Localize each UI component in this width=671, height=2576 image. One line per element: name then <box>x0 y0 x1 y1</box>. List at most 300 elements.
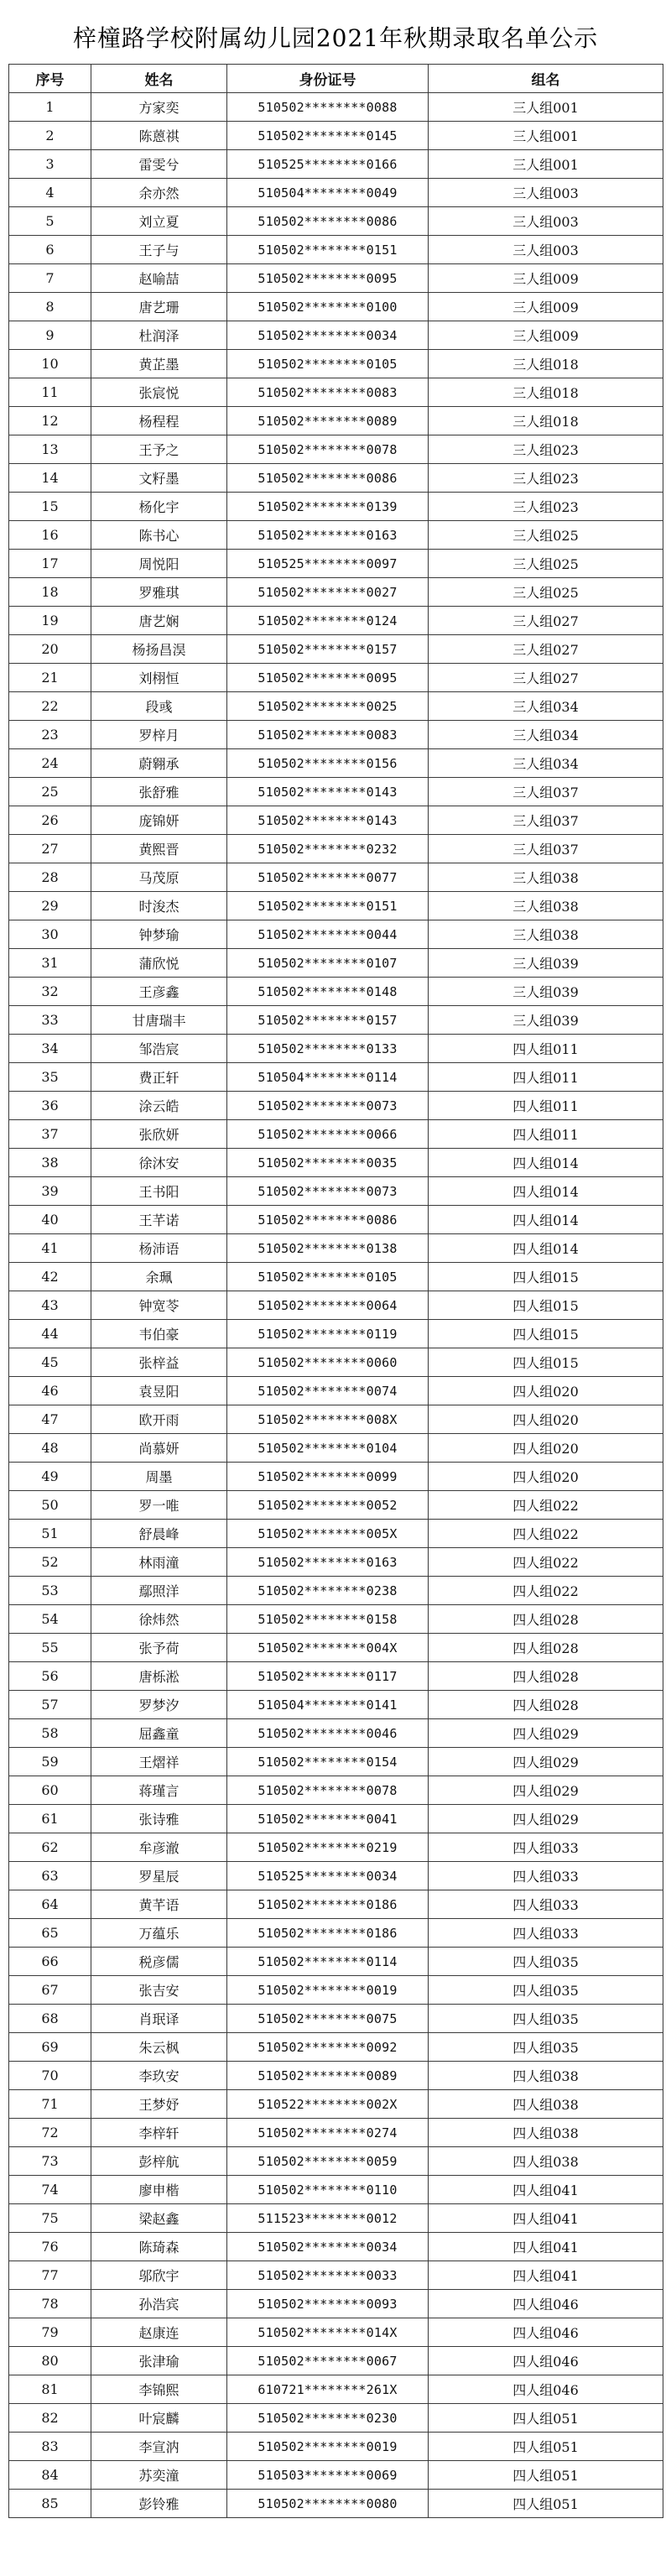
cell-id-number: 610721********261X <box>227 2375 429 2404</box>
cell-group-name: 四人组038 <box>429 2119 663 2147</box>
cell-student-name: 蒋瑾言 <box>91 1776 227 1805</box>
cell-id-number: 510502********0100 <box>227 293 429 321</box>
cell-id-number: 510502********0095 <box>227 264 429 293</box>
table-row <box>9 1976 663 2005</box>
table-row <box>9 1092 663 1120</box>
table-row <box>9 1149 663 1177</box>
cell-id-number: 510504********0141 <box>227 1691 429 1719</box>
table-row <box>9 93 663 122</box>
cell-serial-number: 61 <box>9 1805 91 1833</box>
cell-id-number: 510502********0163 <box>227 1548 429 1577</box>
table-row <box>9 1320 663 1348</box>
cell-id-number: 510502********0154 <box>227 1748 429 1776</box>
cell-id-number: 510502********0086 <box>227 207 429 236</box>
cell-student-name: 张津瑜 <box>91 2347 227 2375</box>
cell-student-name: 朱云枫 <box>91 2033 227 2062</box>
cell-group-name: 四人组046 <box>429 2318 663 2347</box>
cell-serial-number: 13 <box>9 435 91 464</box>
cell-serial-number: 15 <box>9 493 91 521</box>
cell-serial-number: 83 <box>9 2433 91 2461</box>
cell-id-number: 510502********0033 <box>227 2261 429 2290</box>
cell-student-name: 余亦然 <box>91 179 227 207</box>
cell-student-name: 唐栎淞 <box>91 1662 227 1691</box>
cell-id-number: 510502********004X <box>227 1634 429 1662</box>
cell-group-name: 四人组046 <box>429 2290 663 2318</box>
cell-serial-number: 40 <box>9 1206 91 1234</box>
header-serial-number: 序号 <box>9 65 91 93</box>
cell-group-name: 四人组022 <box>429 1548 663 1577</box>
table-row <box>9 664 663 692</box>
cell-group-name: 四人组014 <box>429 1149 663 1177</box>
cell-serial-number: 75 <box>9 2204 91 2233</box>
cell-student-name: 钟宽苓 <box>91 1291 227 1320</box>
cell-serial-number: 67 <box>9 1976 91 2005</box>
cell-group-name: 四人组041 <box>429 2261 663 2290</box>
table-row <box>9 2490 663 2518</box>
cell-student-name: 赵喻喆 <box>91 264 227 293</box>
cell-serial-number: 76 <box>9 2233 91 2261</box>
cell-id-number: 510502********0074 <box>227 1377 429 1405</box>
cell-group-name: 四人组038 <box>429 2090 663 2119</box>
cell-id-number: 510502********0034 <box>227 2233 429 2261</box>
cell-student-name: 杜润泽 <box>91 321 227 350</box>
cell-serial-number: 49 <box>9 1463 91 1491</box>
cell-id-number: 510502********0133 <box>227 1035 429 1063</box>
cell-group-name: 三人组025 <box>429 578 663 607</box>
cell-id-number: 510502********0089 <box>227 2062 429 2090</box>
table-row <box>9 1291 663 1320</box>
cell-student-name: 唐艺珊 <box>91 293 227 321</box>
cell-id-number: 510502********0025 <box>227 692 429 721</box>
cell-student-name: 袁昱阳 <box>91 1377 227 1405</box>
cell-student-name: 费正轩 <box>91 1063 227 1092</box>
cell-id-number: 510502********0151 <box>227 236 429 264</box>
cell-serial-number: 6 <box>9 236 91 264</box>
cell-id-number: 510502********0052 <box>227 1491 429 1520</box>
cell-serial-number: 43 <box>9 1291 91 1320</box>
cell-serial-number: 73 <box>9 2147 91 2176</box>
cell-serial-number: 52 <box>9 1548 91 1577</box>
cell-id-number: 510502********0044 <box>227 920 429 949</box>
cell-group-name: 三人组027 <box>429 664 663 692</box>
header-id-number: 身份证号 <box>227 65 429 93</box>
table-row <box>9 2347 663 2375</box>
cell-serial-number: 2 <box>9 122 91 150</box>
table-row <box>9 1405 663 1434</box>
cell-id-number: 510502********0117 <box>227 1662 429 1691</box>
cell-group-name: 三人组025 <box>429 550 663 578</box>
cell-student-name: 李宣汭 <box>91 2433 227 2461</box>
cell-id-number: 510502********0078 <box>227 435 429 464</box>
table-row <box>9 1662 663 1691</box>
admission-table <box>8 64 663 2518</box>
table-row <box>9 2404 663 2433</box>
cell-student-name: 张梓益 <box>91 1348 227 1377</box>
table-row <box>9 179 663 207</box>
table-row <box>9 635 663 664</box>
cell-serial-number: 34 <box>9 1035 91 1063</box>
cell-group-name: 四人组029 <box>429 1776 663 1805</box>
table-row <box>9 1377 663 1405</box>
cell-serial-number: 50 <box>9 1491 91 1520</box>
cell-group-name: 四人组033 <box>429 1833 663 1862</box>
cell-id-number: 510502********0060 <box>227 1348 429 1377</box>
table-row <box>9 2005 663 2033</box>
cell-group-name: 四人组022 <box>429 1491 663 1520</box>
cell-group-name: 四人组033 <box>429 1862 663 1890</box>
cell-group-name: 四人组014 <box>429 1206 663 1234</box>
cell-id-number: 510502********0230 <box>227 2404 429 2433</box>
table-row <box>9 207 663 236</box>
cell-serial-number: 80 <box>9 2347 91 2375</box>
table-row <box>9 806 663 835</box>
table-row <box>9 1548 663 1577</box>
cell-student-name: 张宸悦 <box>91 378 227 407</box>
cell-serial-number: 20 <box>9 635 91 664</box>
cell-group-name: 三人组039 <box>429 949 663 978</box>
table-row <box>9 2318 663 2347</box>
table-row <box>9 578 663 607</box>
cell-id-number: 510502********0158 <box>227 1605 429 1634</box>
cell-group-name: 三人组003 <box>429 236 663 264</box>
table-row <box>9 2433 663 2461</box>
table-row <box>9 1919 663 1948</box>
cell-group-name: 三人组037 <box>429 778 663 806</box>
cell-group-name: 四人组051 <box>429 2404 663 2433</box>
cell-serial-number: 30 <box>9 920 91 949</box>
cell-group-name: 三人组018 <box>429 378 663 407</box>
table-row <box>9 978 663 1006</box>
cell-id-number: 510502********0110 <box>227 2176 429 2204</box>
table-row <box>9 407 663 435</box>
cell-group-name: 四人组051 <box>429 2461 663 2490</box>
cell-serial-number: 64 <box>9 1890 91 1919</box>
cell-id-number: 510502********0073 <box>227 1092 429 1120</box>
cell-id-number: 510504********0114 <box>227 1063 429 1092</box>
cell-id-number: 510502********0105 <box>227 1263 429 1291</box>
cell-id-number: 510502********0148 <box>227 978 429 1006</box>
cell-group-name: 四人组011 <box>429 1120 663 1149</box>
cell-serial-number: 4 <box>9 179 91 207</box>
cell-student-name: 时浚杰 <box>91 892 227 920</box>
cell-student-name: 罗一唯 <box>91 1491 227 1520</box>
cell-student-name: 罗梓月 <box>91 721 227 749</box>
cell-serial-number: 42 <box>9 1263 91 1291</box>
table-row <box>9 1776 663 1805</box>
cell-group-name: 三人组038 <box>429 892 663 920</box>
cell-group-name: 三人组003 <box>429 207 663 236</box>
table-row <box>9 1177 663 1206</box>
cell-student-name: 彭梓航 <box>91 2147 227 2176</box>
table-row <box>9 2290 663 2318</box>
cell-student-name: 甘唐瑞丰 <box>91 1006 227 1035</box>
cell-group-name: 四人组028 <box>429 1634 663 1662</box>
cell-serial-number: 17 <box>9 550 91 578</box>
cell-group-name: 三人组034 <box>429 749 663 778</box>
table-row <box>9 1862 663 1890</box>
table-row <box>9 378 663 407</box>
cell-serial-number: 54 <box>9 1605 91 1634</box>
cell-student-name: 罗星辰 <box>91 1862 227 1890</box>
header-group-name: 组名 <box>429 65 663 93</box>
cell-id-number: 510502********0027 <box>227 578 429 607</box>
table-header-row <box>9 65 663 93</box>
cell-group-name: 四人组014 <box>429 1234 663 1263</box>
cell-group-name: 四人组041 <box>429 2204 663 2233</box>
cell-group-name: 四人组038 <box>429 2147 663 2176</box>
cell-serial-number: 62 <box>9 1833 91 1862</box>
cell-student-name: 欧开雨 <box>91 1405 227 1434</box>
table-row <box>9 321 663 350</box>
cell-student-name: 陈书心 <box>91 521 227 550</box>
cell-student-name: 杨程程 <box>91 407 227 435</box>
cell-id-number: 510502********0083 <box>227 721 429 749</box>
cell-group-name: 三人组001 <box>429 150 663 179</box>
cell-serial-number: 47 <box>9 1405 91 1434</box>
cell-group-name: 四人组015 <box>429 1348 663 1377</box>
cell-student-name: 刘栩恒 <box>91 664 227 692</box>
cell-id-number: 510502********0119 <box>227 1320 429 1348</box>
cell-id-number: 510502********0080 <box>227 2490 429 2518</box>
cell-serial-number: 44 <box>9 1320 91 1348</box>
table-row <box>9 949 663 978</box>
table-row <box>9 1634 663 1662</box>
cell-id-number: 510502********0219 <box>227 1833 429 1862</box>
table-row <box>9 493 663 521</box>
page-title: 梓橦路学校附属幼儿园2021年秋期录取名单公示 <box>72 24 599 52</box>
cell-id-number: 510502********0066 <box>227 1120 429 1149</box>
table-row <box>9 2261 663 2290</box>
table-row <box>9 2461 663 2490</box>
cell-student-name: 王芊诺 <box>91 1206 227 1234</box>
table-body <box>9 93 663 2518</box>
cell-id-number: 510504********0049 <box>227 179 429 207</box>
cell-serial-number: 57 <box>9 1691 91 1719</box>
cell-student-name: 张予荷 <box>91 1634 227 1662</box>
cell-id-number: 510503********0069 <box>227 2461 429 2490</box>
cell-id-number: 510502********0105 <box>227 350 429 378</box>
cell-group-name: 四人组020 <box>429 1377 663 1405</box>
cell-id-number: 510502********0034 <box>227 321 429 350</box>
cell-serial-number: 59 <box>9 1748 91 1776</box>
table-row <box>9 1833 663 1862</box>
cell-serial-number: 8 <box>9 293 91 321</box>
cell-group-name: 四人组022 <box>429 1520 663 1548</box>
cell-student-name: 李玖安 <box>91 2062 227 2090</box>
cell-student-name: 陈蒽祺 <box>91 122 227 150</box>
table-row <box>9 350 663 378</box>
cell-id-number: 510522********002X <box>227 2090 429 2119</box>
cell-group-name: 三人组034 <box>429 721 663 749</box>
cell-student-name: 韦伯豪 <box>91 1320 227 1348</box>
table-row <box>9 2147 663 2176</box>
cell-group-name: 四人组035 <box>429 1976 663 2005</box>
cell-id-number: 510502********0088 <box>227 93 429 122</box>
cell-serial-number: 14 <box>9 464 91 493</box>
cell-id-number: 510502********0035 <box>227 1149 429 1177</box>
cell-id-number: 510502********0232 <box>227 835 429 863</box>
cell-serial-number: 46 <box>9 1377 91 1405</box>
cell-student-name: 黄芊语 <box>91 1890 227 1919</box>
cell-student-name: 马茂原 <box>91 863 227 892</box>
table-row <box>9 1063 663 1092</box>
cell-group-name: 四人组035 <box>429 2033 663 2062</box>
cell-group-name: 三人组018 <box>429 407 663 435</box>
table-row <box>9 721 663 749</box>
cell-student-name: 周悦阳 <box>91 550 227 578</box>
table-row <box>9 1719 663 1748</box>
cell-id-number: 510502********0163 <box>227 521 429 550</box>
cell-serial-number: 35 <box>9 1063 91 1092</box>
cell-group-name: 三人组001 <box>429 93 663 122</box>
cell-group-name: 四人组051 <box>429 2490 663 2518</box>
cell-student-name: 肖珉译 <box>91 2005 227 2033</box>
cell-student-name: 黄熙晋 <box>91 835 227 863</box>
cell-id-number: 510502********0083 <box>227 378 429 407</box>
cell-group-name: 四人组020 <box>429 1434 663 1463</box>
cell-id-number: 510502********0093 <box>227 2290 429 2318</box>
cell-student-name: 陈琦森 <box>91 2233 227 2261</box>
cell-group-name: 四人组035 <box>429 1948 663 1976</box>
cell-student-name: 屈鑫童 <box>91 1719 227 1748</box>
table-row <box>9 1577 663 1605</box>
cell-group-name: 三人组003 <box>429 179 663 207</box>
cell-group-name: 三人组039 <box>429 978 663 1006</box>
cell-group-name: 四人组011 <box>429 1092 663 1120</box>
cell-student-name: 王子与 <box>91 236 227 264</box>
cell-student-name: 蔚翱承 <box>91 749 227 778</box>
cell-student-name: 刘立夏 <box>91 207 227 236</box>
cell-serial-number: 84 <box>9 2461 91 2490</box>
cell-id-number: 510502********0143 <box>227 806 429 835</box>
cell-serial-number: 19 <box>9 607 91 635</box>
table-row <box>9 435 663 464</box>
table-row <box>9 2204 663 2233</box>
table-row <box>9 2233 663 2261</box>
table-row <box>9 863 663 892</box>
cell-student-name: 方家奕 <box>91 93 227 122</box>
cell-serial-number: 51 <box>9 1520 91 1548</box>
table-row <box>9 550 663 578</box>
cell-serial-number: 78 <box>9 2290 91 2318</box>
cell-serial-number: 48 <box>9 1434 91 1463</box>
table-row <box>9 1520 663 1548</box>
cell-group-name: 三人组023 <box>429 435 663 464</box>
cell-group-name: 四人组033 <box>429 1919 663 1948</box>
cell-id-number: 510502********0138 <box>227 1234 429 1263</box>
cell-student-name: 黄芷墨 <box>91 350 227 378</box>
cell-group-name: 四人组011 <box>429 1063 663 1092</box>
cell-id-number: 510525********0034 <box>227 1862 429 1890</box>
table-row <box>9 920 663 949</box>
cell-group-name: 三人组023 <box>429 493 663 521</box>
cell-serial-number: 72 <box>9 2119 91 2147</box>
cell-id-number: 510502********0075 <box>227 2005 429 2033</box>
cell-id-number: 510502********0156 <box>227 749 429 778</box>
cell-student-name: 唐艺娴 <box>91 607 227 635</box>
cell-id-number: 510502********0059 <box>227 2147 429 2176</box>
cell-student-name: 叶宸麟 <box>91 2404 227 2433</box>
cell-student-name: 文籽墨 <box>91 464 227 493</box>
table-row <box>9 1691 663 1719</box>
cell-serial-number: 23 <box>9 721 91 749</box>
cell-serial-number: 37 <box>9 1120 91 1149</box>
cell-id-number: 510502********0124 <box>227 607 429 635</box>
cell-id-number: 510502********0092 <box>227 2033 429 2062</box>
cell-serial-number: 41 <box>9 1234 91 1263</box>
cell-group-name: 三人组009 <box>429 321 663 350</box>
cell-student-name: 杨扬昌淏 <box>91 635 227 664</box>
cell-group-name: 三人组037 <box>429 806 663 835</box>
cell-serial-number: 85 <box>9 2490 91 2518</box>
cell-id-number: 510502********0073 <box>227 1177 429 1206</box>
cell-group-name: 四人组015 <box>429 1263 663 1291</box>
table-row <box>9 1463 663 1491</box>
cell-student-name: 周墨 <box>91 1463 227 1491</box>
cell-serial-number: 79 <box>9 2318 91 2347</box>
cell-student-name: 牟彦澈 <box>91 1833 227 1862</box>
cell-id-number: 510502********0151 <box>227 892 429 920</box>
cell-student-name: 万蕴乐 <box>91 1919 227 1948</box>
cell-student-name: 王彦鑫 <box>91 978 227 1006</box>
cell-serial-number: 29 <box>9 892 91 920</box>
cell-id-number: 510502********0139 <box>227 493 429 521</box>
cell-id-number: 510502********0064 <box>227 1291 429 1320</box>
cell-student-name: 庞锦妍 <box>91 806 227 835</box>
table-row <box>9 236 663 264</box>
cell-group-name: 四人组046 <box>429 2375 663 2404</box>
table-row <box>9 1206 663 1234</box>
cell-serial-number: 71 <box>9 2090 91 2119</box>
cell-id-number: 510502********0019 <box>227 2433 429 2461</box>
cell-serial-number: 10 <box>9 350 91 378</box>
cell-id-number: 510502********0046 <box>227 1719 429 1748</box>
table-row <box>9 692 663 721</box>
cell-student-name: 邹浩宸 <box>91 1035 227 1063</box>
cell-group-name: 四人组029 <box>429 1719 663 1748</box>
cell-student-name: 尚慕妍 <box>91 1434 227 1463</box>
table-row <box>9 1035 663 1063</box>
cell-serial-number: 5 <box>9 207 91 236</box>
cell-serial-number: 21 <box>9 664 91 692</box>
cell-serial-number: 65 <box>9 1919 91 1948</box>
cell-id-number: 510502********0114 <box>227 1948 429 1976</box>
cell-student-name: 鄢照洋 <box>91 1577 227 1605</box>
table-row <box>9 2033 663 2062</box>
table-row <box>9 464 663 493</box>
cell-serial-number: 58 <box>9 1719 91 1748</box>
cell-student-name: 舒晨峰 <box>91 1520 227 1548</box>
cell-serial-number: 12 <box>9 407 91 435</box>
table-row <box>9 1434 663 1463</box>
cell-serial-number: 31 <box>9 949 91 978</box>
cell-group-name: 四人组015 <box>429 1320 663 1348</box>
table-row <box>9 1948 663 1976</box>
cell-group-name: 三人组001 <box>429 122 663 150</box>
table-row <box>9 2062 663 2090</box>
cell-serial-number: 36 <box>9 1092 91 1120</box>
cell-student-name: 杨沛语 <box>91 1234 227 1263</box>
cell-id-number: 510502********0143 <box>227 778 429 806</box>
cell-student-name: 税彦儒 <box>91 1948 227 1976</box>
cell-serial-number: 45 <box>9 1348 91 1377</box>
cell-group-name: 四人组014 <box>429 1177 663 1206</box>
cell-group-name: 三人组009 <box>429 264 663 293</box>
cell-group-name: 三人组023 <box>429 464 663 493</box>
cell-group-name: 四人组020 <box>429 1463 663 1491</box>
cell-student-name: 王书阳 <box>91 1177 227 1206</box>
cell-group-name: 三人组009 <box>429 293 663 321</box>
